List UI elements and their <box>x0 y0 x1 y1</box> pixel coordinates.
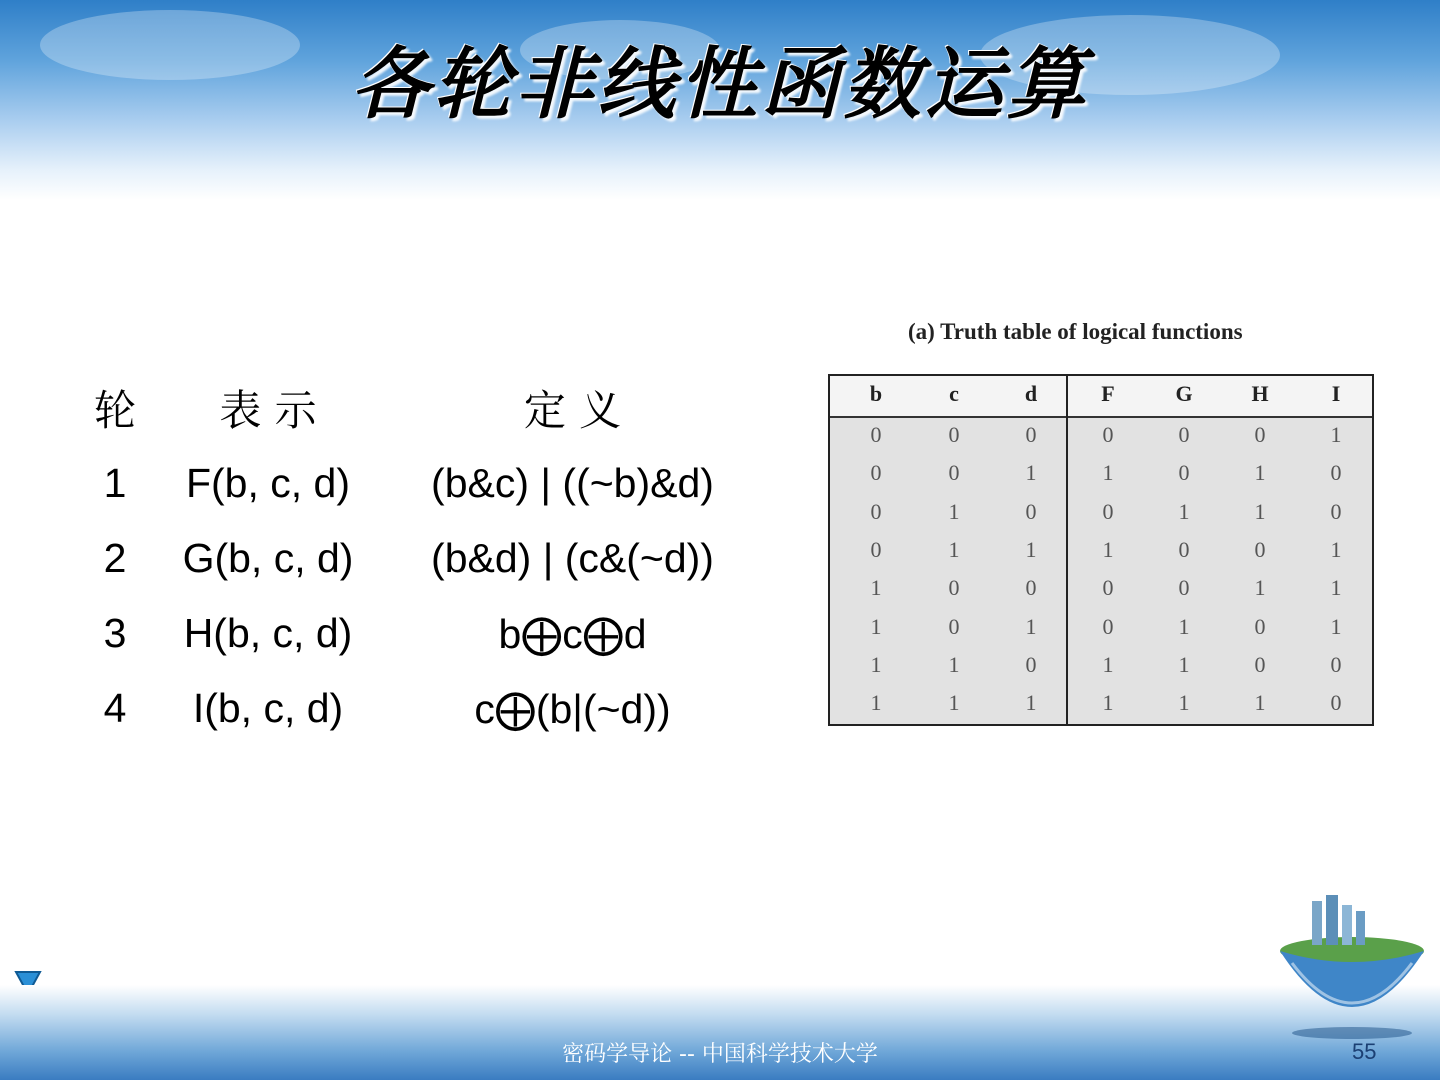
truth-table-cell: 1 <box>1025 536 1037 562</box>
truth-table-cell: 1 <box>870 613 882 639</box>
function-notation: F(b, c, d) <box>185 460 351 506</box>
definition-row <box>75 610 775 670</box>
truth-table-cell: 1 <box>1330 575 1342 601</box>
truth-table-cell: 1 <box>1254 460 1266 486</box>
function-notation: H(b, c, d) <box>183 610 353 656</box>
truth-table-header-c: c <box>949 381 959 406</box>
truth-table-cell: 0 <box>870 536 882 562</box>
truth-table-cell: 0 <box>1254 613 1266 639</box>
truth-table <box>828 374 1374 726</box>
truth-table-cell: 0 <box>1330 460 1342 486</box>
round-number: 1 <box>103 460 127 506</box>
truth-table-cell: 1 <box>1102 536 1114 562</box>
truth-table-cell: 0 <box>1178 575 1190 601</box>
slide-title: 各轮非线性函数运算 <box>350 39 1089 130</box>
truth-table-cell: 0 <box>948 575 960 601</box>
footer-text: 密码学导论 -- 中国科学技术大学 <box>562 1042 878 1067</box>
truth-table-cell: 1 <box>1025 690 1037 716</box>
truth-table-cell: 1 <box>870 651 882 677</box>
truth-table-cell: 0 <box>1025 575 1037 601</box>
truth-table-cell: 0 <box>948 613 960 639</box>
truth-table-cell: 1 <box>1025 460 1037 486</box>
truth-table-cell: 0 <box>1178 536 1190 562</box>
globe-city-icon <box>1272 893 1432 1043</box>
definition-row <box>75 535 775 595</box>
truth-table-header-d: d <box>1024 381 1038 406</box>
truth-table-caption: (a) Truth table of logical functions <box>908 319 1243 344</box>
truth-table-cell: 1 <box>948 651 960 677</box>
function-definition: (b&d) | (c&(~d)) <box>431 535 714 581</box>
truth-table-cell: 0 <box>1254 422 1266 447</box>
truth-table-cell: 1 <box>1178 498 1190 524</box>
function-notation: I(b, c, d) <box>192 685 344 731</box>
truth-table-cell: 1 <box>1178 690 1190 716</box>
round-number: 2 <box>103 535 127 581</box>
truth-table-header-F: F <box>1101 381 1115 406</box>
definition-row <box>75 460 775 520</box>
truth-table-cell: 0 <box>1254 651 1266 677</box>
truth-table-cell: 0 <box>1330 690 1342 716</box>
truth-table-cell: 1 <box>1254 498 1266 524</box>
round-number: 4 <box>103 685 127 731</box>
truth-table-cell: 0 <box>870 498 882 524</box>
round-number: 3 <box>103 610 127 656</box>
truth-table-cell: 1 <box>948 498 960 524</box>
header-round: 轮 <box>93 386 136 435</box>
truth-table-cell: 0 <box>1102 613 1114 639</box>
truth-table-header-b: b <box>869 381 883 406</box>
truth-table-divider <box>1066 376 1068 724</box>
truth-table-cell: 0 <box>948 460 960 486</box>
truth-table-cell: 0 <box>1330 651 1342 677</box>
truth-table-cell: 0 <box>1330 498 1342 524</box>
truth-table-cell: 0 <box>1178 460 1190 486</box>
function-definition: c⨁(b|(~d)) <box>474 686 671 732</box>
truth-table-cell: 0 <box>1254 536 1266 562</box>
function-definition: (b&c) | ((~b)&d) <box>431 460 714 506</box>
truth-table-cell: 1 <box>1330 536 1342 562</box>
truth-table-cell: 0 <box>1102 422 1114 447</box>
truth-table-cell: 0 <box>1102 498 1114 524</box>
truth-table-cell: 1 <box>1330 422 1342 447</box>
truth-table-cell: 0 <box>1025 651 1037 677</box>
truth-table-cell: 1 <box>1102 690 1114 716</box>
truth-table-cell: 1 <box>1102 651 1114 677</box>
truth-table-cell: 0 <box>1178 422 1190 447</box>
function-definition: b⨁c⨁d <box>498 611 647 657</box>
truth-table-cell: 0 <box>1102 575 1114 601</box>
truth-table-cell: 1 <box>870 690 882 716</box>
truth-table-cell: 1 <box>1025 613 1037 639</box>
truth-table-header-G: G <box>1175 381 1193 406</box>
truth-table-cell: 1 <box>1178 613 1190 639</box>
truth-table-cell: 0 <box>870 422 882 447</box>
truth-table-cell: 1 <box>1178 651 1190 677</box>
definitions-header-row <box>75 378 775 438</box>
truth-table-cell: 1 <box>948 690 960 716</box>
definition-row <box>75 685 775 745</box>
header-definition: 定 义 <box>523 386 622 435</box>
truth-table-cell: 0 <box>870 460 882 486</box>
function-notation: G(b, c, d) <box>182 535 354 581</box>
truth-table-cell: 1 <box>1102 460 1114 486</box>
truth-table-cell: 1 <box>1254 690 1266 716</box>
truth-table-cell: 0 <box>1025 498 1037 524</box>
header-notation: 表 示 <box>219 386 317 435</box>
truth-table-cell: 1 <box>870 575 882 601</box>
truth-table-header-H: H <box>1251 381 1269 406</box>
truth-table-cell: 1 <box>1330 613 1342 639</box>
truth-table-cell: 0 <box>948 422 960 447</box>
page-number: 55 <box>1352 1039 1377 1064</box>
truth-table-cell: 1 <box>948 536 960 562</box>
truth-table-header-I: I <box>1331 381 1341 406</box>
truth-table-cell: 1 <box>1254 575 1266 601</box>
truth-table-cell: 0 <box>1025 422 1037 447</box>
